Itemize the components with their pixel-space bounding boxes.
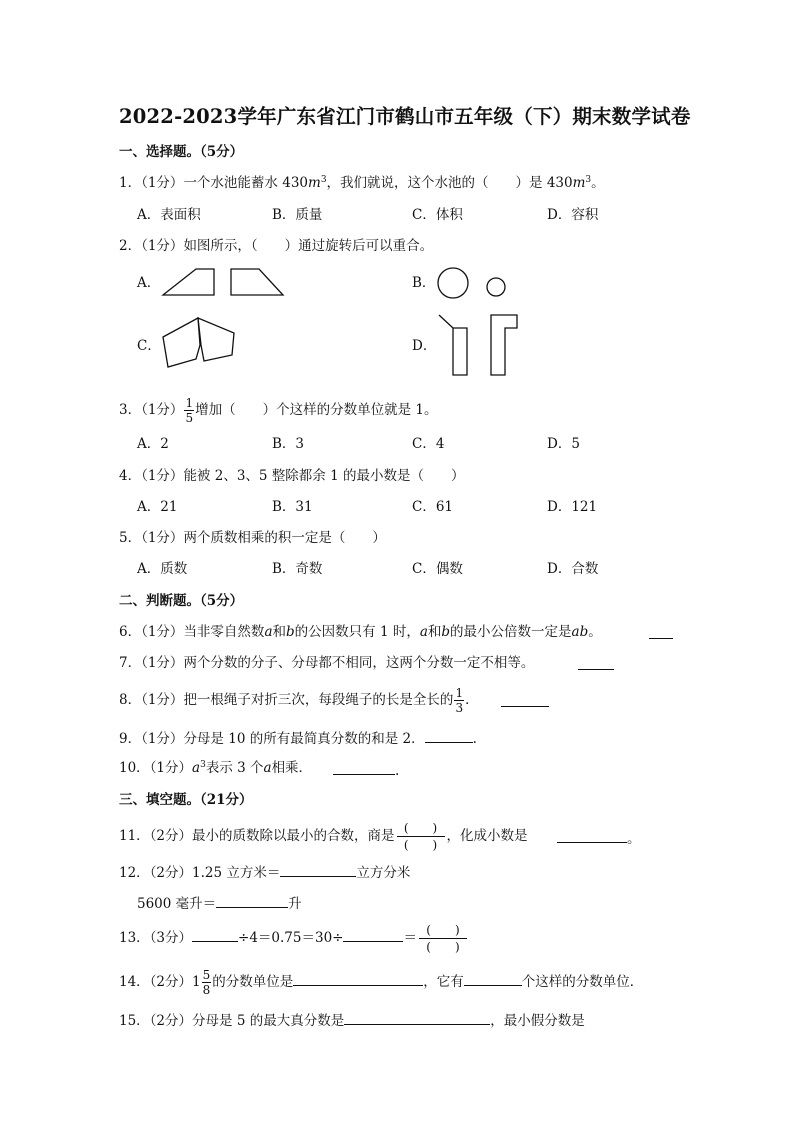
question-text: 如图所示，（ ）通过旋转后可以重合。 [183,238,434,254]
answer-blank[interactable] [464,973,522,986]
question-score: （1分） [141,655,184,671]
question-text: 一个水池能蓄水 430 [183,175,308,191]
question-text: 个这样的分数单位． [521,974,644,990]
answer-blank[interactable] [425,730,473,743]
fraction [454,687,464,714]
circle-pair-figure [435,266,515,302]
fraction [184,397,194,424]
variable-a: a [419,624,428,640]
question-text: 。 [588,624,602,640]
question-text: 和 [427,624,442,640]
section-fill-heading: 三、填空题。（21分） [119,792,253,808]
question-text: 和 [272,624,286,640]
question-text: 的分数单位是 [212,974,294,990]
question-number: 10． [119,760,150,776]
q4-option-a[interactable]: A．21 [137,499,178,515]
q4-option-c[interactable]: C．61 [412,499,454,515]
question-score: （1分） [141,238,184,254]
question-number: 1． [119,175,142,191]
fraction-denominator: 5 [185,411,194,425]
question-text: 1.25 立方米＝ [192,865,281,881]
fraction-denominator: 3 [455,701,464,715]
q2-option-c[interactable]: C． [137,338,161,354]
question-text: 分母是 5 的最大真分数是 [192,1013,345,1029]
answer-blank[interactable] [216,895,288,908]
exponent: 3 [320,175,327,185]
question-8 [119,686,479,714]
question-10 [119,762,312,776]
unit-m: m [572,175,586,191]
question-text: 相乘． [271,760,313,776]
question-number: 12． [119,865,150,881]
question-score: （1分） [141,624,184,640]
question-text: 的最小公倍数一定是 [450,624,572,640]
question-text: 。 [591,175,605,191]
q5-option-b[interactable]: B．奇数 [272,561,323,577]
pentagon-shape [198,318,234,361]
blank-denominator[interactable]: ( ) [403,838,438,852]
question-text: 表示 3 个 [205,760,264,776]
question-number: 13． [119,930,150,946]
question-9 [119,730,477,747]
pentagon-shape [163,318,200,367]
question-number: 7． [119,655,142,671]
question-13 [119,922,469,954]
q4-option-d[interactable]: D．121 [547,499,598,515]
question-score: （1分） [141,468,184,484]
blank-numerator[interactable]: ( ) [419,924,467,939]
q2-option-a[interactable]: A． [137,275,161,291]
answer-blank-group [333,762,399,779]
answer-blank[interactable] [280,864,356,877]
blank-fraction[interactable] [419,924,467,953]
question-text: . [472,731,477,747]
question-number: 2． [119,238,142,254]
question-number: 8． [119,692,142,708]
question-number: 15． [119,1013,150,1029]
q1-option-b[interactable]: B．质量 [272,207,323,223]
answer-blank[interactable] [649,626,673,643]
blank-denominator[interactable]: ( ) [426,940,460,954]
question-text: 分母是 10 的所有最简真分数的和是 2． [183,731,425,747]
unit-m: m [308,175,321,191]
question-3 [119,396,437,424]
question-number: 5． [119,530,142,546]
trapezoid-shape [231,269,283,295]
question-score: （2分） [149,828,193,844]
question-text: 的公因数只有 1 时， [294,624,420,640]
answer-blank[interactable] [293,973,423,986]
section-judgement-heading: 二、判断题。（5分） [119,593,244,609]
q4-option-b[interactable]: B．31 [272,499,313,515]
question-text: 升 [288,896,302,912]
answer-blank[interactable] [578,657,614,674]
question-15 [119,1012,585,1029]
question-score: （2分） [149,974,193,990]
question-7 [119,657,534,671]
question-text: 最小的质数除以最小的合数，商是 [192,828,395,844]
question-text: 5600 毫升＝ [137,896,217,912]
mixed-number-whole: 1 [192,974,201,990]
q3-option-d[interactable]: D．5 [547,436,580,452]
question-text: ÷4＝0.75＝30÷ [238,930,344,946]
question-11 [119,820,528,852]
question-text: ，化成小数是 [446,828,528,844]
question-score: （1分） [141,731,184,747]
answer-blank-group [557,830,641,847]
question-text: ，最小假分数是 [490,1013,585,1029]
question-1 [119,177,605,191]
question-text: 当非零自然数 [183,624,265,640]
large-circle-shape [438,268,468,298]
question-score: （1分） [141,530,184,546]
question-number: 11． [119,828,150,844]
question-text: 立方分米 [356,865,411,881]
q3-option-c[interactable]: C．4 [412,436,445,452]
answer-blank[interactable] [557,830,627,843]
question-number: 6． [119,624,142,640]
q1-option-a[interactable]: A．表面积 [137,207,201,223]
answer-blank[interactable] [192,929,238,942]
exponent: 3 [585,175,592,185]
question-6 [119,626,602,640]
question-text: ，我们就说，这个水池的（ ）是 430 [326,175,573,191]
question-4 [119,470,464,484]
question-text: ，它有 [423,974,464,990]
question-text: 。 [627,831,641,847]
fraction-numerator: 1 [185,396,194,410]
question-number: 14． [119,974,150,990]
answer-blank[interactable] [343,929,403,942]
question-2 [119,240,433,254]
variable-ab: ab [571,624,589,640]
q1-option-c[interactable]: C．体积 [412,207,463,223]
l-shape [491,315,517,375]
question-score: （1分） [141,692,184,708]
variable-a: a [192,760,201,776]
question-number: 9． [119,731,142,747]
q3-option-b[interactable]: B．3 [272,436,305,452]
q5-option-c[interactable]: C．偶数 [412,561,463,577]
fraction [202,969,212,996]
fraction-numerator: 5 [202,968,211,982]
page-title: 2022-2023学年广东省江门市鹤山市五年级（下）期末数学试卷 [119,105,691,128]
question-score: （1分） [141,175,184,191]
pentagon-pair-figure [158,315,240,371]
small-circle-shape [487,278,505,296]
question-score: （1分） [149,760,193,776]
question-number: 4． [119,468,142,484]
answer-blank[interactable] [333,762,395,775]
fraction-numerator: 1 [455,686,464,700]
answer-blank[interactable] [344,1012,490,1025]
question-text: 能被 2、3、5 整除都余 1 的最小数是（ ） [183,468,465,484]
question-12 [119,864,410,881]
fraction-denominator: 8 [202,983,211,997]
question-number: 3． [119,402,142,418]
q1-option-d[interactable]: D．容积 [547,207,599,223]
variable-a: a [264,624,273,640]
question-score: （1分） [141,402,184,418]
blank-fraction[interactable] [397,822,445,851]
question-text: 两个质数相乘的积一定是（ ） [183,530,386,546]
answer-blank[interactable] [501,694,549,711]
question-14 [119,966,643,998]
l-shape-pair-figure [435,312,525,378]
variable-b: b [441,624,451,640]
trapezoid-pair-figure [160,266,290,298]
section-choice-heading: 一、选择题。（5分） [119,144,244,160]
question-text: . [395,763,400,779]
question-score: （2分） [149,1013,193,1029]
question-5 [119,532,386,546]
variable-b: b [286,624,295,640]
blank-numerator[interactable]: ( ) [397,822,445,837]
q5-option-a[interactable]: A．质数 [137,561,188,577]
trapezoid-shape [163,269,214,295]
q3-option-a[interactable]: A．2 [137,436,169,452]
question-text: ． [465,692,479,708]
q2-option-b[interactable]: B． [412,275,436,291]
question-text: 把一根绳子对折三次，每段绳子的长是全长的 [183,692,454,708]
q5-option-d[interactable]: D．合数 [547,561,599,577]
variable-a: a [263,760,272,776]
question-text: 增加（ ）个这样的分数单位就是 1。 [195,402,438,418]
question-text: ＝ [403,930,417,946]
exponent: 3 [200,760,206,770]
question-score: （2分） [149,865,193,881]
question-12-part-2 [137,895,302,912]
question-score: （3分） [149,930,193,946]
question-text: 两个分数的分子、分母都不相同，这两个分数一定不相等。 [183,655,535,671]
q2-option-d[interactable]: D． [412,338,437,354]
l-shape [439,315,467,375]
